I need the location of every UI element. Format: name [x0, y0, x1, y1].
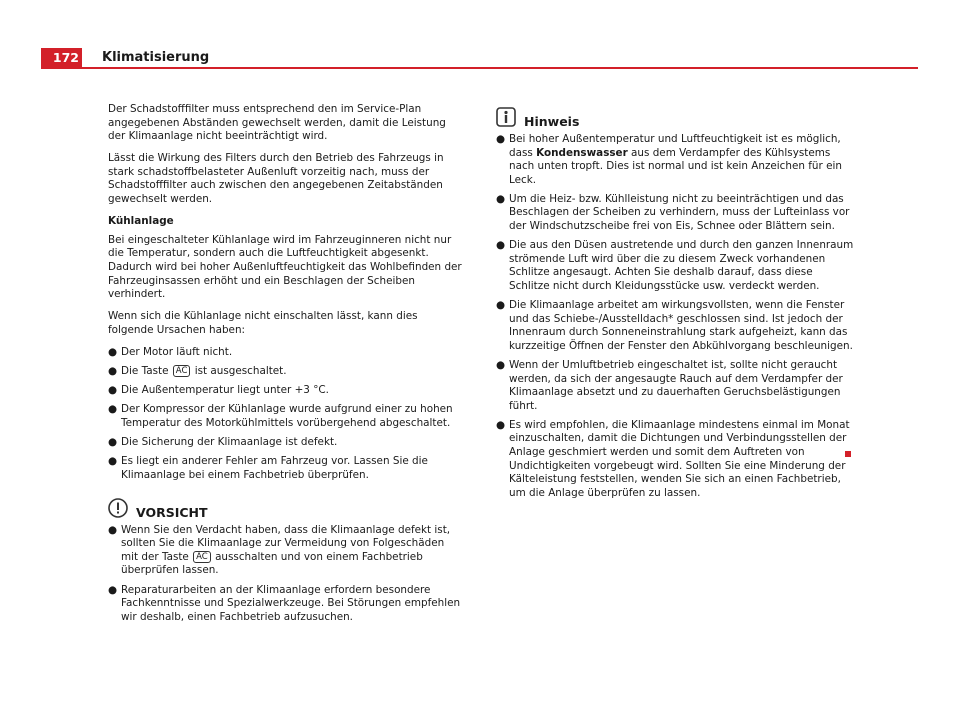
hinweis-header: [496, 107, 856, 130]
list-item: ● Der Kompressor der Kühlanlage wurde aufgrund einer zu hohen Temperatur des Motorkühlmittels vorübergehend abgeschaltet.: [108, 403, 453, 429]
bullet-icon: ●: [496, 192, 506, 205]
bullet-icon: ●: [108, 345, 118, 358]
bullet-icon: ●: [108, 403, 118, 416]
hinweis-title: Hinweis: [524, 114, 580, 130]
ac-key-symbol: AC: [173, 365, 191, 377]
bullet-icon: ●: [108, 384, 118, 397]
bullet-icon: ●: [496, 358, 506, 371]
list-item: ● Um die Heiz- bzw. Kühlleistung nicht zu beeinträchtigen und das Beschlagen der Scheiben zu verhindern, muss der Lufteinlass vor der Windschutzscheibe frei von Eis, Schnee oder Blättern sein.: [496, 192, 850, 233]
paragraph-cooling-causes: Wenn sich die Kühlanlage nicht einschalten lässt, kann dies folgende Ursachen haben:: [108, 310, 418, 336]
chapter-title: Klimatisierung: [102, 50, 210, 65]
bullet-icon: ●: [108, 435, 118, 448]
list-item: ● Die aus den Düsen austretende und durch den ganzen Innenraum strömende Luft wird über die zu diesem Zweck vorhandenen Schlitze angesaugt. Achten Sie deshalb darauf, dass diese Schlitze nicht durch Kleidungsstücke usw. verdeckt werden.: [496, 239, 854, 292]
list-item: ● Die Außentemperatur liegt unter +3 °C.: [108, 384, 329, 397]
left-column: [108, 103, 464, 630]
bullet-icon: ●: [108, 583, 118, 596]
list-item: ● Die Sicherung der Klimaanlage ist defekt.: [108, 435, 338, 448]
list-item: ● Es liegt ein anderer Fehler am Fahrzeug vor. Lassen Sie die Klimaanlage bei einem Fachbetrieb überprüfen.: [108, 454, 428, 481]
bullet-icon: ●: [108, 454, 118, 467]
section-heading-kuehlanlage: Kühlanlage: [108, 215, 174, 228]
bullet-icon: ●: [496, 133, 506, 145]
section-end-marker: [845, 442, 851, 461]
vorsicht-title: VORSICHT: [136, 504, 208, 520]
list-item: ● Der Motor läuft nicht.: [108, 345, 233, 358]
list-item: ● Wenn Sie den Verdacht haben, dass die Klimaanlage defekt ist, sollten Sie die Klimaanlage zur Vermeidung von Folgeschäden mit der Taste AC ausschalten und von einem Fachbetrieb überprüfen lassen.: [108, 523, 451, 577]
page-number: 172: [41, 48, 82, 68]
ac-key-symbol: AC: [193, 551, 211, 563]
list-item: ● Bei hoher Außentemperatur und Luftfeuchtigkeit ist es möglich, dass Kondenswasser aus dem Verdampfer des Kühlsystems nach unten tropft. Dies ist normal und ist kein Anzeichen für ein Leck.: [496, 133, 842, 186]
bullet-icon: ●: [108, 523, 118, 536]
bullet-icon: ●: [496, 418, 506, 431]
info-note-icon: [496, 107, 516, 127]
paragraph-filter-early: Lässt die Wirkung des Filters durch den Betrieb des Fahrzeugs in stark schadstoffbelasteter Außenluft vorzeitig nach, muss der Schadstofffilter auch zwischen den angegebenen Zeitabständen gewechselt werden.: [108, 152, 444, 206]
list-item: ● Reparaturarbeiten an der Klimaanlage erfordern besondere Fachkenntnisse und Spezialwerkzeuge. Bei Störungen empfehlen wir deshalb, einen Fachbetrieb aufzusuchen.: [108, 583, 461, 623]
right-column: [496, 115, 856, 506]
list-item: ● Es wird empfohlen, die Klimaanlage mindestens einmal im Monat einzuschalten, damit die Dichtungen und Verbindungsstellen der Anlage geschmiert werden und somit dem Auftreten von Undichtigkeiten vorgebeugt wird. Sollten Sie eine Minderung der Kälteleistung feststellen, wenden Sie sich an einen Fachbetrieb, um die Anlage überprüfen zu lassen.: [496, 418, 850, 499]
paragraph-cooling-effect: Bei eingeschalteter Kühlanlage wird im Fahrzeuginneren nicht nur die Temperatur, sondern auch die Luftfeuchtigkeit abgesenkt. Dadurch wird bei hoher Außenluftfeuchtigkeit das Wohlbefinden der Fahrzeuginsassen erhöht und ein Beschlagen der Scheiben verhindert.: [108, 233, 462, 301]
list-item: ● Wenn der Umluftbetrieb eingeschaltet ist, sollte nicht geraucht werden, da sich der angesaugte Rauch auf dem Verdampfer der Klimaanlage absetzt und zu dauerhaften Geruchsbelästigungen führt.: [496, 358, 843, 412]
bullet-icon: ●: [108, 365, 118, 377]
warning-exclamation-icon: [108, 498, 128, 518]
header-divider: [41, 67, 918, 69]
list-item: ● Die Klimaanlage arbeitet am wirkungsvollsten, wenn die Fenster und das Schiebe-/Ausstelldach* geschlossen sind. Ist jedoch der Innenraum durch Sonneneinstrahlung stark aufgeheizt, kann das kurzzeitige Öffnen der Fenster den Abkühlvorgang beschleunigen.: [496, 299, 853, 352]
paragraph-filter-interval: Der Schadstofffilter muss entsprechend den im Service-Plan angegebenen Abständen gewechselt werden, damit die Leistung der Klimaanlage nicht beeinträchtigt wird.: [108, 103, 446, 143]
bullet-icon: ●: [496, 299, 506, 312]
bullet-icon: ●: [496, 239, 506, 252]
end-square-icon: [845, 451, 851, 457]
vorsicht-header: [108, 498, 464, 518]
list-item: ● Die Taste AC ist ausgeschaltet.: [108, 365, 287, 377]
keyword-kondenswasser: Kondenswasser: [536, 146, 628, 159]
